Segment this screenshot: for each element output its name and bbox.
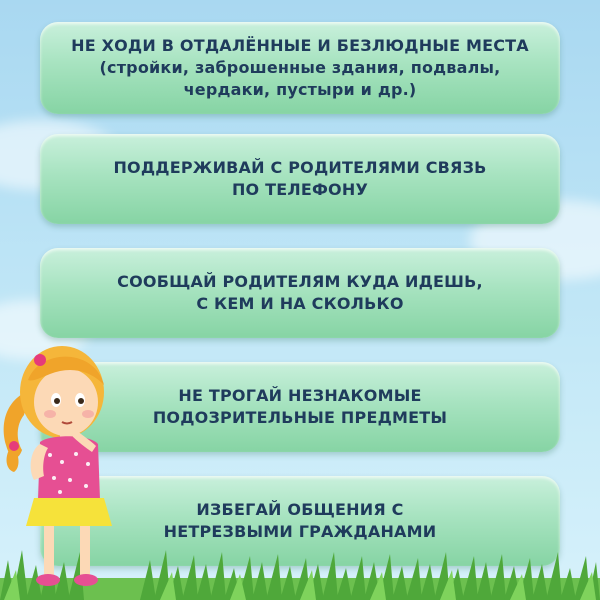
rule-card-remote-places <box>40 22 560 114</box>
rule-text: ПОДДЕРЖИВАЙ С РОДИТЕЛЯМИ СВЯЗЬ ПО ТЕЛЕФОНУ <box>113 158 487 199</box>
rule-text: СООБЩАЙ РОДИТЕЛЯМ КУДА ИДЕШЬ, С КЕМ И НА СКОЛЬКО <box>117 272 483 313</box>
rule-card-tell-parents <box>40 248 560 338</box>
girl-thinking-illustration <box>0 330 130 600</box>
rule-text: НЕ ХОДИ В ОТДАЛЁННЫЕ И БЕЗЛЮДНЫЕ МЕСТА (стройки, заброшенные здания, подвалы, чердаки, пустыри и др.) <box>71 36 529 99</box>
rule-text: ИЗБЕГАЙ ОБЩЕНИЯ С НЕТРЕЗВЫМИ ГРАЖДАНАМИ <box>163 500 437 541</box>
rule-card-keep-contact <box>40 134 560 224</box>
rule-text: НЕ ТРОГАЙ НЕЗНАКОМЫЕ ПОДОЗРИТЕЛЬНЫЕ ПРЕДМЕТЫ <box>152 386 448 427</box>
